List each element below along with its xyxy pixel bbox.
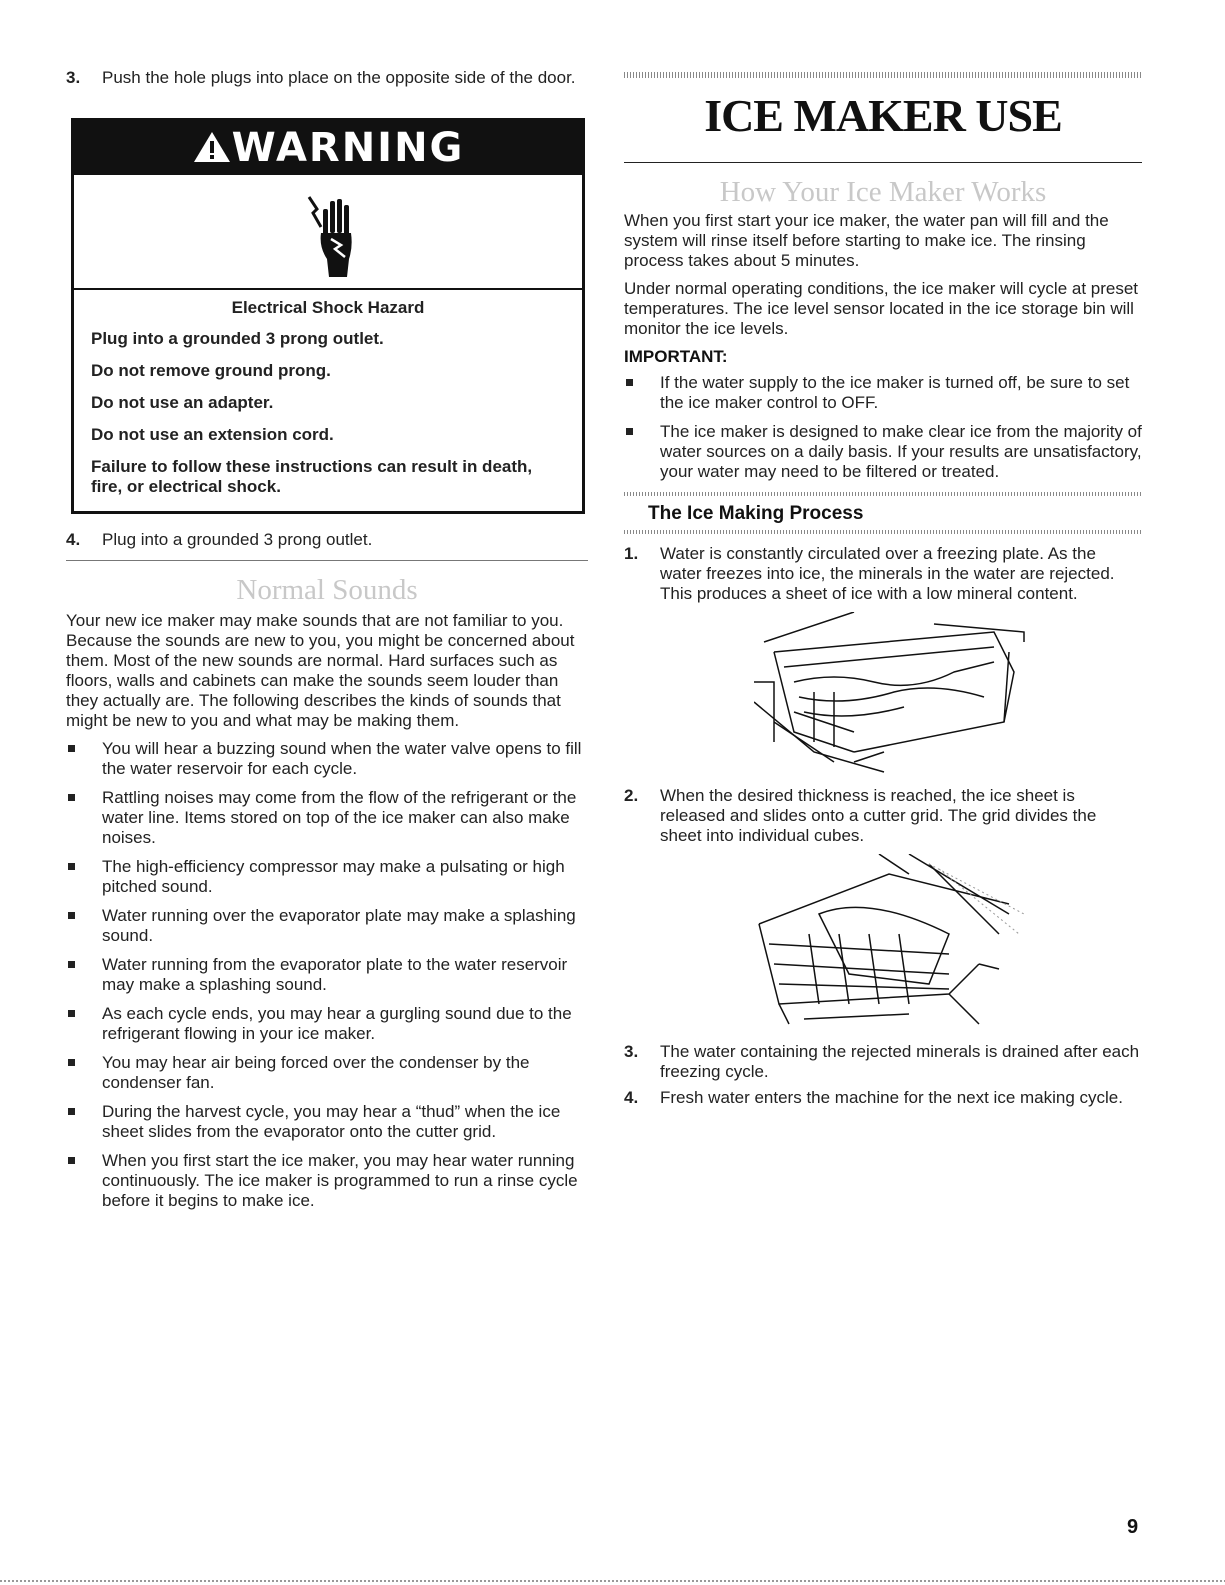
list-item bbox=[624, 422, 1142, 482]
warning-line: Do not use an adapter. bbox=[91, 393, 274, 412]
step-4 bbox=[66, 530, 588, 550]
step-number: 3. bbox=[624, 1042, 639, 1061]
freezing-plate-illustration bbox=[624, 604, 1142, 784]
bullet-icon bbox=[68, 794, 75, 801]
warning-title: WARNING bbox=[231, 125, 465, 171]
step-text: Plug into a grounded 3 prong outlet. bbox=[102, 530, 373, 549]
important-label: IMPORTANT: bbox=[624, 347, 728, 366]
step-number: 4. bbox=[66, 530, 81, 549]
step-text: The water containing the rejected minerals is drained after each freezing cycle. bbox=[660, 1042, 1140, 1081]
process-step-4 bbox=[624, 1088, 1142, 1108]
list-item-text: Water running over the evaporator plate may make a splashing sound. bbox=[102, 906, 576, 945]
list-item bbox=[66, 1053, 588, 1093]
intro-paragraph: When you first start your ice maker, the water pan will fill and the system will rinse itself before starting to make ice. The rinsing process takes about 5 minutes. bbox=[624, 211, 1109, 270]
important-list bbox=[624, 373, 1142, 482]
step-number: 1. bbox=[624, 544, 639, 563]
bullet-icon bbox=[68, 1010, 75, 1017]
bullet-icon bbox=[68, 1108, 75, 1115]
warning-box bbox=[71, 118, 585, 514]
list-item bbox=[66, 1102, 588, 1142]
page-title: ICE MAKER USE bbox=[704, 90, 1062, 141]
bullet-icon bbox=[626, 428, 633, 435]
list-item bbox=[66, 1151, 588, 1211]
top-hatch-rule bbox=[624, 72, 1142, 78]
step-number: 3. bbox=[66, 68, 81, 87]
sounds-list bbox=[66, 739, 588, 1211]
list-item-text: You may hear air being forced over the condenser by the condenser fan. bbox=[102, 1053, 530, 1092]
list-item-text: The high-efficiency compressor may make a pulsating or high pitched sound. bbox=[102, 857, 565, 896]
section-rule bbox=[66, 560, 588, 561]
list-item bbox=[66, 906, 588, 946]
list-item-text: As each cycle ends, you may hear a gurgling sound due to the refrigerant flowing in your ice maker. bbox=[102, 1004, 572, 1043]
step-number: 2. bbox=[624, 786, 639, 805]
list-item-text: The ice maker is designed to make clear ice from the majority of water sources on a daily basis. If your results are unsatisfactory, your water may need to be filtered or treated. bbox=[660, 422, 1142, 481]
bullet-icon bbox=[68, 912, 75, 919]
warning-line: Do not use an extension cord. bbox=[91, 425, 334, 444]
step-text: When the desired thickness is reached, the ice sheet is released and slides onto a cutter grid. The grid divides the sheet into individual cubes. bbox=[660, 786, 1097, 845]
title-rule bbox=[624, 162, 1142, 163]
step-text: Push the hole plugs into place on the opposite side of the door. bbox=[102, 68, 576, 87]
bullet-icon bbox=[68, 961, 75, 968]
process-top-rule bbox=[624, 492, 1142, 496]
list-item-text: If the water supply to the ice maker is turned off, be sure to set the ice maker control to OFF. bbox=[660, 373, 1130, 412]
bullet-icon bbox=[68, 863, 75, 870]
hazard-title: Electrical Shock Hazard bbox=[231, 298, 425, 317]
list-item bbox=[66, 1004, 588, 1044]
bullet-icon bbox=[68, 1059, 75, 1066]
freezing-plate-image bbox=[754, 612, 1034, 782]
list-item-text: Rattling noises may come from the flow of the refrigerant or the water line. Items stored on top of the ice maker can also make noises. bbox=[102, 788, 577, 847]
process-bottom-rule bbox=[624, 530, 1142, 534]
warning-line: Plug into a grounded 3 prong outlet. bbox=[91, 329, 384, 348]
list-item bbox=[66, 739, 588, 779]
process-heading: The Ice Making Process bbox=[648, 503, 864, 524]
step-3 bbox=[66, 68, 602, 88]
page-number: 9 bbox=[1127, 1516, 1139, 1538]
list-item bbox=[66, 955, 588, 995]
bottom-edge-rule bbox=[0, 1580, 1225, 1582]
step-number: 4. bbox=[624, 1088, 639, 1107]
list-item bbox=[66, 788, 588, 848]
bullet-icon bbox=[68, 745, 75, 752]
warning-header bbox=[74, 121, 582, 175]
process-step-2 bbox=[624, 786, 1142, 846]
list-item bbox=[624, 373, 1142, 413]
process-step-1 bbox=[624, 544, 1142, 604]
list-item-text: When you first start the ice maker, you may hear water running continuously. The ice maker is programmed to run a rinse cycle before it begins to make ice. bbox=[102, 1151, 578, 1210]
electric-shock-hand-icon bbox=[307, 187, 357, 279]
bullet-icon bbox=[626, 379, 633, 386]
warning-icon-area bbox=[74, 175, 582, 290]
list-item bbox=[66, 857, 588, 897]
list-item-text: You will hear a buzzing sound when the water valve opens to fill the water reservoir for each cycle. bbox=[102, 739, 582, 778]
left-lower bbox=[66, 530, 588, 1220]
step-text: Water is constantly circulated over a freezing plate. As the water freezes into ice, the minerals in the water are rejected. This produces a sheet of ice with a low mineral content. bbox=[660, 544, 1115, 603]
normal-sounds-intro: Your new ice maker may make sounds that are not familiar to you. Because the sounds are new to you, you might be concerned about them. Most of the new sounds are normal. Hard surfaces such as floors, walls and cabinets can make the sounds seem louder than they actually are. The following describes the kinds of sounds that might be new to you and what may be making them. bbox=[66, 611, 575, 730]
cutter-grid-image bbox=[749, 854, 1029, 1039]
list-item-text: During the harvest cycle, you may hear a “thud” when the ice sheet slides from the evaporator onto the cutter grid. bbox=[102, 1102, 561, 1141]
right-column bbox=[624, 72, 1142, 1108]
list-item-text: Water running from the evaporator plate to the water reservoir may make a splashing sound. bbox=[102, 955, 568, 994]
warning-line: Do not remove ground prong. bbox=[91, 361, 331, 380]
warning-line: Failure to follow these instructions can result in death, fire, or electrical shock. bbox=[91, 457, 533, 496]
warning-triangle-icon bbox=[192, 130, 232, 164]
conditions-paragraph: Under normal operating conditions, the ice maker will cycle at preset temperatures. The ice level sensor located in the ice storage bin will monitor the ice levels. bbox=[624, 279, 1139, 338]
how-it-works-heading: How Your Ice Maker Works bbox=[719, 176, 1047, 208]
process-step-3 bbox=[624, 1042, 1142, 1082]
warning-body bbox=[74, 290, 582, 497]
step-text: Fresh water enters the machine for the next ice making cycle. bbox=[660, 1088, 1123, 1107]
normal-sounds-heading: Normal Sounds bbox=[236, 574, 418, 606]
cutter-grid-illustration bbox=[624, 846, 1142, 1042]
bullet-icon bbox=[68, 1157, 75, 1164]
